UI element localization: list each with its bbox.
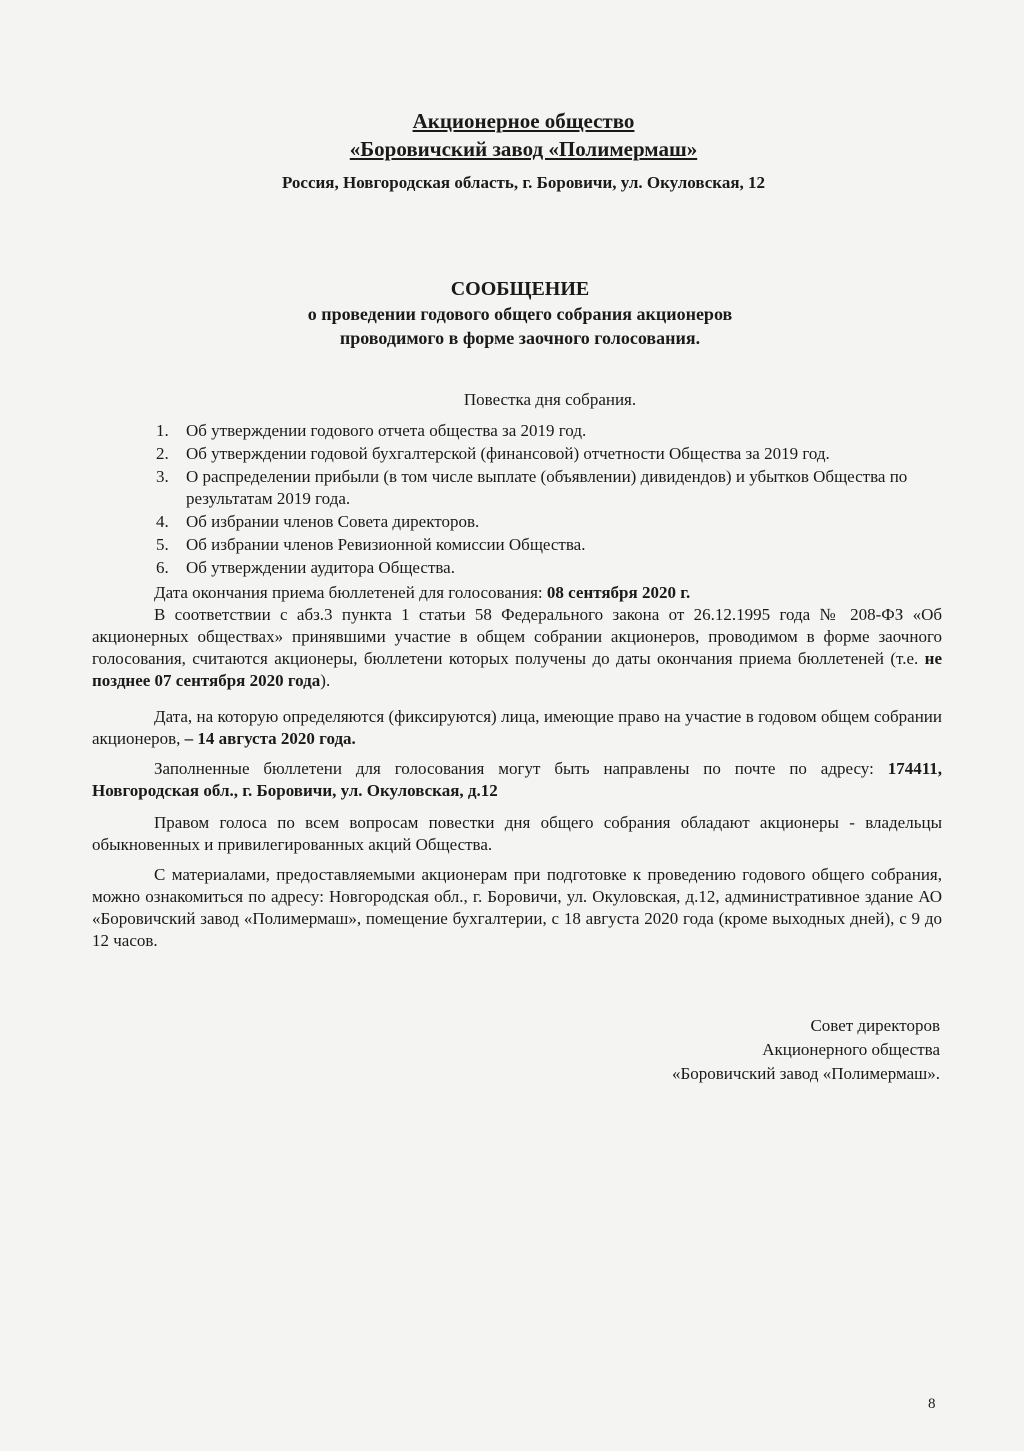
agenda-item-text: Об утверждении годового отчета общества за 2019 год. — [186, 421, 587, 440]
agenda-item — [150, 420, 930, 442]
agenda-heading: Повестка дня собрания. — [463, 390, 637, 409]
agenda-item-number: 1. — [156, 421, 169, 440]
agenda-item-number: 6. — [156, 558, 169, 577]
agenda-item — [150, 557, 930, 579]
agenda-item-text: Об утверждении годовой бухгалтерской (финансовой) отчетности Общества за 2019 год. — [186, 444, 830, 463]
company-name-line1: Акционерное общество — [412, 109, 635, 133]
voting-rights-paragraph — [92, 812, 942, 856]
signature-line1: Совет директоров — [810, 1016, 940, 1035]
agenda-item — [150, 511, 930, 533]
mail-address-text: Заполненные бюллетени для голосования могут быть направлены по почте по адресу: — [154, 759, 888, 778]
agenda-list — [150, 420, 930, 580]
company-address: Россия, Новгородская область, г. Боровичи, ул. Окуловская, 12 — [281, 173, 766, 192]
agenda-item-number: 5. — [156, 535, 169, 554]
materials-text: С материалами, предоставляемыми акционерам при подготовке к проведению годового общего собрания, можно ознакомиться по адресу: Новгородская обл., г. Боровичи, ул. Окуловская, д.12, административное здание АО «Боровичский завод «Полимермаш», помещение бухгалтерии, с 18 августа 2020 года (кроме выходных дней), с 9 до 12 часов. — [92, 865, 942, 950]
agenda-item-number: 3. — [156, 467, 169, 486]
ballot-deadline-date: 08 сентября 2020 г. — [546, 583, 691, 602]
agenda-item — [150, 466, 930, 510]
agenda-item-number: 2. — [156, 444, 169, 463]
law-reference-text: В соответствии с абз.3 пункта 1 статьи 58 Федерального закона от 26.12.1995 года № 208-ФЗ «Об акционерных обществах» принявшими участие в общем собрании акционеров, проводимом в форме заочного голосования, считаются акционеры, бюллетени которых получены до даты окончания приема бюллетеней (т.е. — [92, 605, 942, 668]
agenda-item-text: Об утверждении аудитора Общества. — [186, 558, 455, 577]
document-subtitle-line1: о проведении годового общего собрания акционеров — [307, 304, 733, 324]
agenda-item-text: Об избрании членов Ревизионной комиссии Общества. — [186, 535, 586, 554]
agenda-item — [150, 443, 930, 465]
mail-address-paragraph — [92, 758, 942, 802]
mail-address-value: 174411, Новгородская обл., г. Боровичи, ул. Окуловская, д.12 — [92, 759, 942, 800]
materials-paragraph — [92, 864, 942, 952]
agenda-item-number: 4. — [156, 512, 169, 531]
record-date-value: – 14 августа 2020 года. — [184, 729, 356, 748]
ballot-deadline-paragraph — [92, 582, 942, 604]
agenda-item — [150, 534, 930, 556]
law-reference-end: ). — [320, 671, 331, 690]
law-reference-deadline: не позднее 07 сентября 2020 года — [92, 649, 942, 690]
signature-block — [672, 1014, 940, 1086]
signature-line3: «Боровичский завод «Полимермаш». — [672, 1064, 940, 1083]
agenda-item-text: Об избрании членов Совета директоров. — [186, 512, 480, 531]
document-subtitle-line2: проводимого в форме заочного голосования. — [339, 328, 701, 348]
signature-line2: Акционерного общества — [762, 1040, 940, 1059]
document-title: СООБЩЕНИЕ — [450, 278, 590, 300]
page-number: 8 — [928, 1396, 936, 1412]
agenda-item-text: О распределении прибыли (в том числе выплате (объявлении) дивидендов) и убытков Общества по результатам 2019 года. — [186, 467, 908, 508]
ballot-deadline-text: Дата окончания приема бюллетеней для голосования: — [154, 583, 547, 602]
law-reference-paragraph — [92, 604, 942, 692]
record-date-paragraph — [92, 706, 942, 750]
voting-rights-text: Правом голоса по всем вопросам повестки дня общего собрания обладают акционеры - владельцы обыкновенных и привилегированных акций Общества. — [92, 813, 942, 854]
record-date-text: Дата, на которую определяются (фиксируются) лица, имеющие право на участие в годовом общем собрании акционеров, — [92, 707, 942, 748]
company-name-line2: «Боровичский завод «Полимермаш» — [349, 137, 698, 161]
